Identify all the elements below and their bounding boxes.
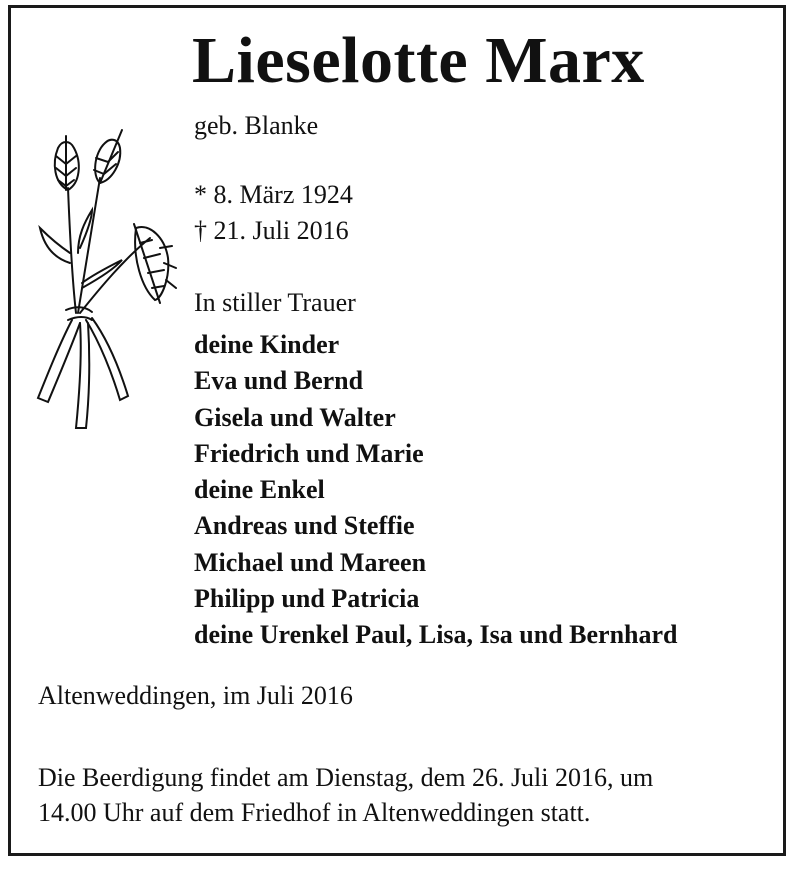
mourner-line: deine Kinder <box>194 330 340 359</box>
birth-date: * 8. März 1924 <box>194 180 353 209</box>
mourners-list <box>194 327 678 654</box>
mourner-line: deine Urenkel Paul, Lisa, Isa und Bernhard <box>194 620 678 650</box>
mourner-line: Philipp und Patricia <box>194 584 420 614</box>
funeral-info <box>38 760 778 830</box>
mourner-line: Michael und Mareen <box>194 547 427 577</box>
mourner-line: Gisela und Walter <box>194 402 396 432</box>
funeral-line: Die Beerdigung findet am Dienstag, dem 26. Juli 2016, um <box>38 763 654 792</box>
wheat-bundle-icon <box>30 128 180 438</box>
place-date: Altenweddingen, im Juli 2016 <box>38 681 353 710</box>
death-date: † 21. Juli 2016 <box>194 216 349 245</box>
funeral-line: 14.00 Uhr auf dem Friedhof in Altenweddingen statt. <box>38 798 591 827</box>
mourner-line: Eva und Bernd <box>194 366 364 396</box>
grief-line: In stiller Trauer <box>194 288 356 317</box>
mourner-line: Andreas und Steffie <box>194 511 415 541</box>
mourner-line: deine Enkel <box>194 475 325 505</box>
mourner-line: Friedrich und Marie <box>194 438 424 468</box>
maiden-name: geb. Blanke <box>194 111 319 140</box>
deceased-name: Lieselotte Marx <box>192 24 645 97</box>
